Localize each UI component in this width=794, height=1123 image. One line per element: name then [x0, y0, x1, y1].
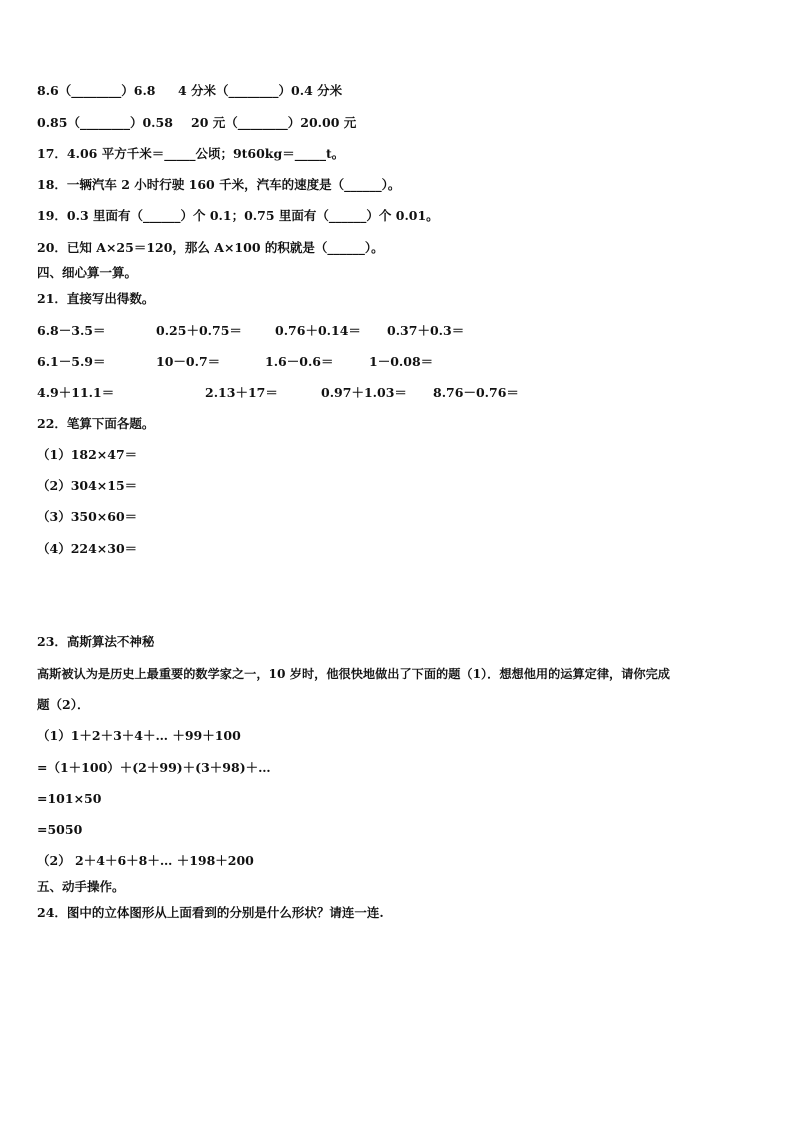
compare-item: 0.85（________）0.58	[37, 115, 173, 130]
question-23-title: 23．高斯算法不神秘	[37, 634, 155, 649]
question-22: 22．笔算下面各题。	[37, 416, 155, 431]
question-17: 17．4.06 平方千米＝_____公顷；9t60kg＝_____t。	[37, 146, 345, 161]
compare-item: 4 分米（________）0.4 分米	[178, 83, 343, 98]
q21-row-1	[37, 323, 757, 339]
q23-line: （1）1＋2＋3＋4＋… ＋99＋100	[37, 728, 241, 743]
section-4-title: 四、细心算一算。	[37, 265, 138, 280]
q23-line: =5050	[37, 822, 83, 837]
q21-item: 2.13＋17＝	[205, 385, 278, 400]
q22-item: （4）224×30＝	[37, 541, 138, 556]
q21-item: 8.76－0.76＝	[433, 385, 519, 400]
q22-item: （3）350×60＝	[37, 509, 138, 524]
q21-item: 0.37＋0.3＝	[387, 323, 465, 338]
q21-item: 1－0.08＝	[369, 354, 434, 369]
compare-row-2	[37, 115, 757, 131]
q21-item: 4.9＋11.1＝	[37, 385, 115, 400]
question-23-paragraph-line-2: 题（2）．	[37, 697, 90, 712]
q21-row-3	[37, 385, 757, 401]
q22-item: （1）182×47＝	[37, 447, 138, 462]
q23-line: （2） 2＋4＋6＋8＋… ＋198＋200	[37, 853, 254, 868]
q21-item: 0.76＋0.14＝	[275, 323, 361, 338]
q21-item: 1.6－0.6＝	[265, 354, 334, 369]
question-18: 18．一辆汽车 2 小时行驶 160 千米，汽车的速度是（______）。	[37, 177, 401, 192]
q21-item: 6.8－3.5＝	[37, 323, 106, 338]
question-23-paragraph-line-1: 高斯被认为是历史上最重要的数学家之一，10 岁时，他很快地做出了下面的题（1）．想想他用的运算定律，请你完成	[37, 667, 670, 681]
q23-line: =101×50	[37, 791, 102, 806]
q21-row-2	[37, 354, 757, 370]
compare-item: 20 元（________）20.00 元	[191, 115, 357, 130]
question-24: 24．图中的立体图形从上面看到的分别是什么形状？请连一连.	[37, 905, 384, 920]
q21-item: 0.97＋1.03＝	[321, 385, 407, 400]
q23-line: =（1＋100）＋(2＋99)＋(3＋98)＋…	[37, 760, 271, 775]
question-19: 19．0.3 里面有（______）个 0.1；0.75 里面有（______）个 0.01。	[37, 208, 439, 223]
section-5-title: 五、动手操作。	[37, 879, 125, 894]
q21-item: 6.1－5.9＝	[37, 354, 106, 369]
question-20: 20．已知 A×25＝120，那么 A×100 的积就是（______）。	[37, 240, 384, 255]
question-21: 21．直接写出得数。	[37, 291, 155, 306]
q21-item: 0.25＋0.75＝	[156, 323, 242, 338]
q22-item: （2）304×15＝	[37, 478, 138, 493]
q21-item: 10－0.7＝	[156, 354, 221, 369]
compare-item: 8.6（________）6.8	[37, 83, 156, 98]
compare-row-1	[37, 83, 757, 99]
